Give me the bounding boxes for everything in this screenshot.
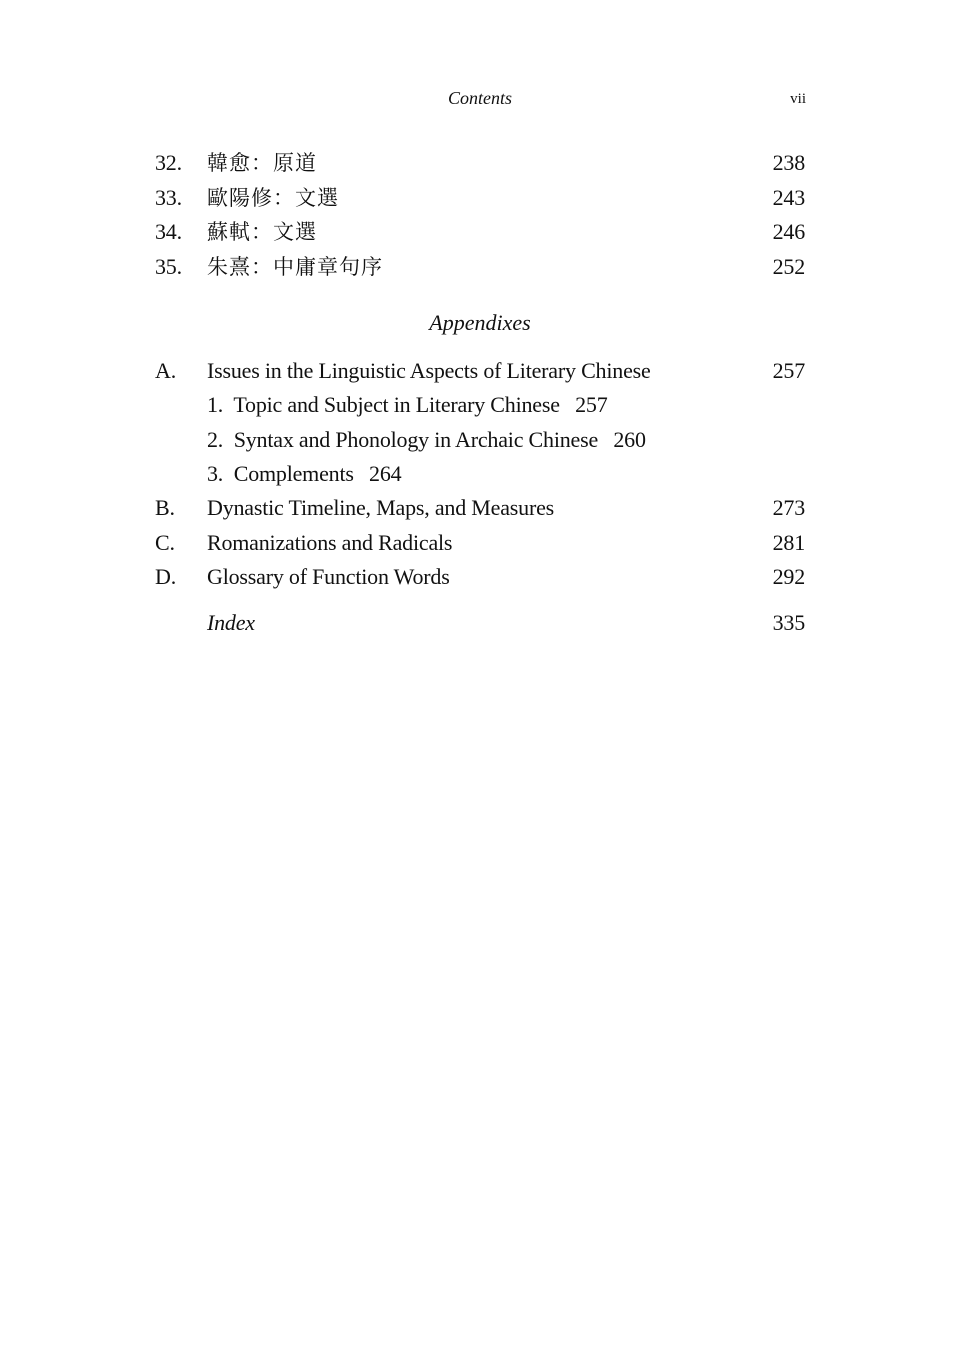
entry-letter: D. [155, 564, 176, 589]
toc-entry-index[interactable] [155, 608, 805, 638]
subentry-page: 264 [369, 461, 402, 486]
toc-entry-chapter-34[interactable] [155, 217, 805, 247]
entry-number: 32. [155, 150, 182, 175]
entry-title: Glossary of Function Words [207, 564, 450, 589]
subentry-title: Complements [233, 461, 354, 486]
subentry-title: Topic and Subject in Literary Chinese [233, 392, 560, 417]
entry-title: Dynastic Timeline, Maps, and Measures [207, 495, 555, 520]
running-title: Contents [447, 88, 512, 108]
entry-page: 257 [772, 358, 805, 383]
entry-page: 281 [772, 530, 805, 555]
page-number: vii [790, 91, 806, 107]
toc-entry-chapter-35[interactable] [155, 252, 805, 282]
subentry-label: 2. [207, 427, 224, 452]
entry-letter: B. [155, 495, 175, 520]
entry-title: 歐陽修：文選 [207, 186, 339, 210]
entry-page: 292 [772, 564, 805, 589]
entry-number: 34. [155, 219, 182, 244]
appendixes-heading: Appendixes [429, 310, 531, 335]
entry-page: 238 [772, 150, 805, 175]
entry-title: 蘇軾：文選 [207, 220, 317, 244]
entry-number: 33. [155, 185, 182, 210]
toc-subentry-a-2[interactable] [207, 425, 646, 455]
entry-page: 252 [772, 254, 805, 279]
entry-title: Index [207, 610, 255, 635]
entry-page: 246 [772, 219, 805, 244]
subentry-label: 3. [207, 461, 224, 486]
toc-entry-appendix-d[interactable] [155, 562, 805, 592]
entry-page: 273 [772, 495, 805, 520]
toc-entry-chapter-32[interactable] [155, 148, 805, 178]
toc-subentry-a-3[interactable] [207, 459, 401, 489]
toc-entry-chapter-33[interactable] [155, 183, 805, 213]
toc-entry-appendix-a[interactable] [155, 356, 805, 386]
entry-title: 韓愈：原道 [207, 151, 317, 175]
entry-title: 朱熹：中庸章句序 [207, 255, 383, 279]
entry-title: Romanizations and Radicals [207, 530, 453, 555]
entry-letter: A. [155, 358, 176, 383]
entry-page: 335 [772, 610, 805, 635]
entry-number: 35. [155, 254, 182, 279]
toc-entry-appendix-b[interactable] [155, 493, 805, 523]
entry-letter: C. [155, 530, 175, 555]
toc-subentry-a-1[interactable] [207, 390, 608, 420]
toc-entry-appendix-c[interactable] [155, 528, 805, 558]
subentry-page: 257 [575, 392, 608, 417]
running-head [0, 88, 960, 112]
entry-page: 243 [772, 185, 805, 210]
subentry-label: 1. [207, 392, 224, 417]
subentry-page: 260 [613, 427, 646, 452]
subentry-title: Syntax and Phonology in Archaic Chinese [233, 427, 599, 452]
entry-title: Issues in the Linguistic Aspects of Literary Chinese [207, 358, 651, 383]
